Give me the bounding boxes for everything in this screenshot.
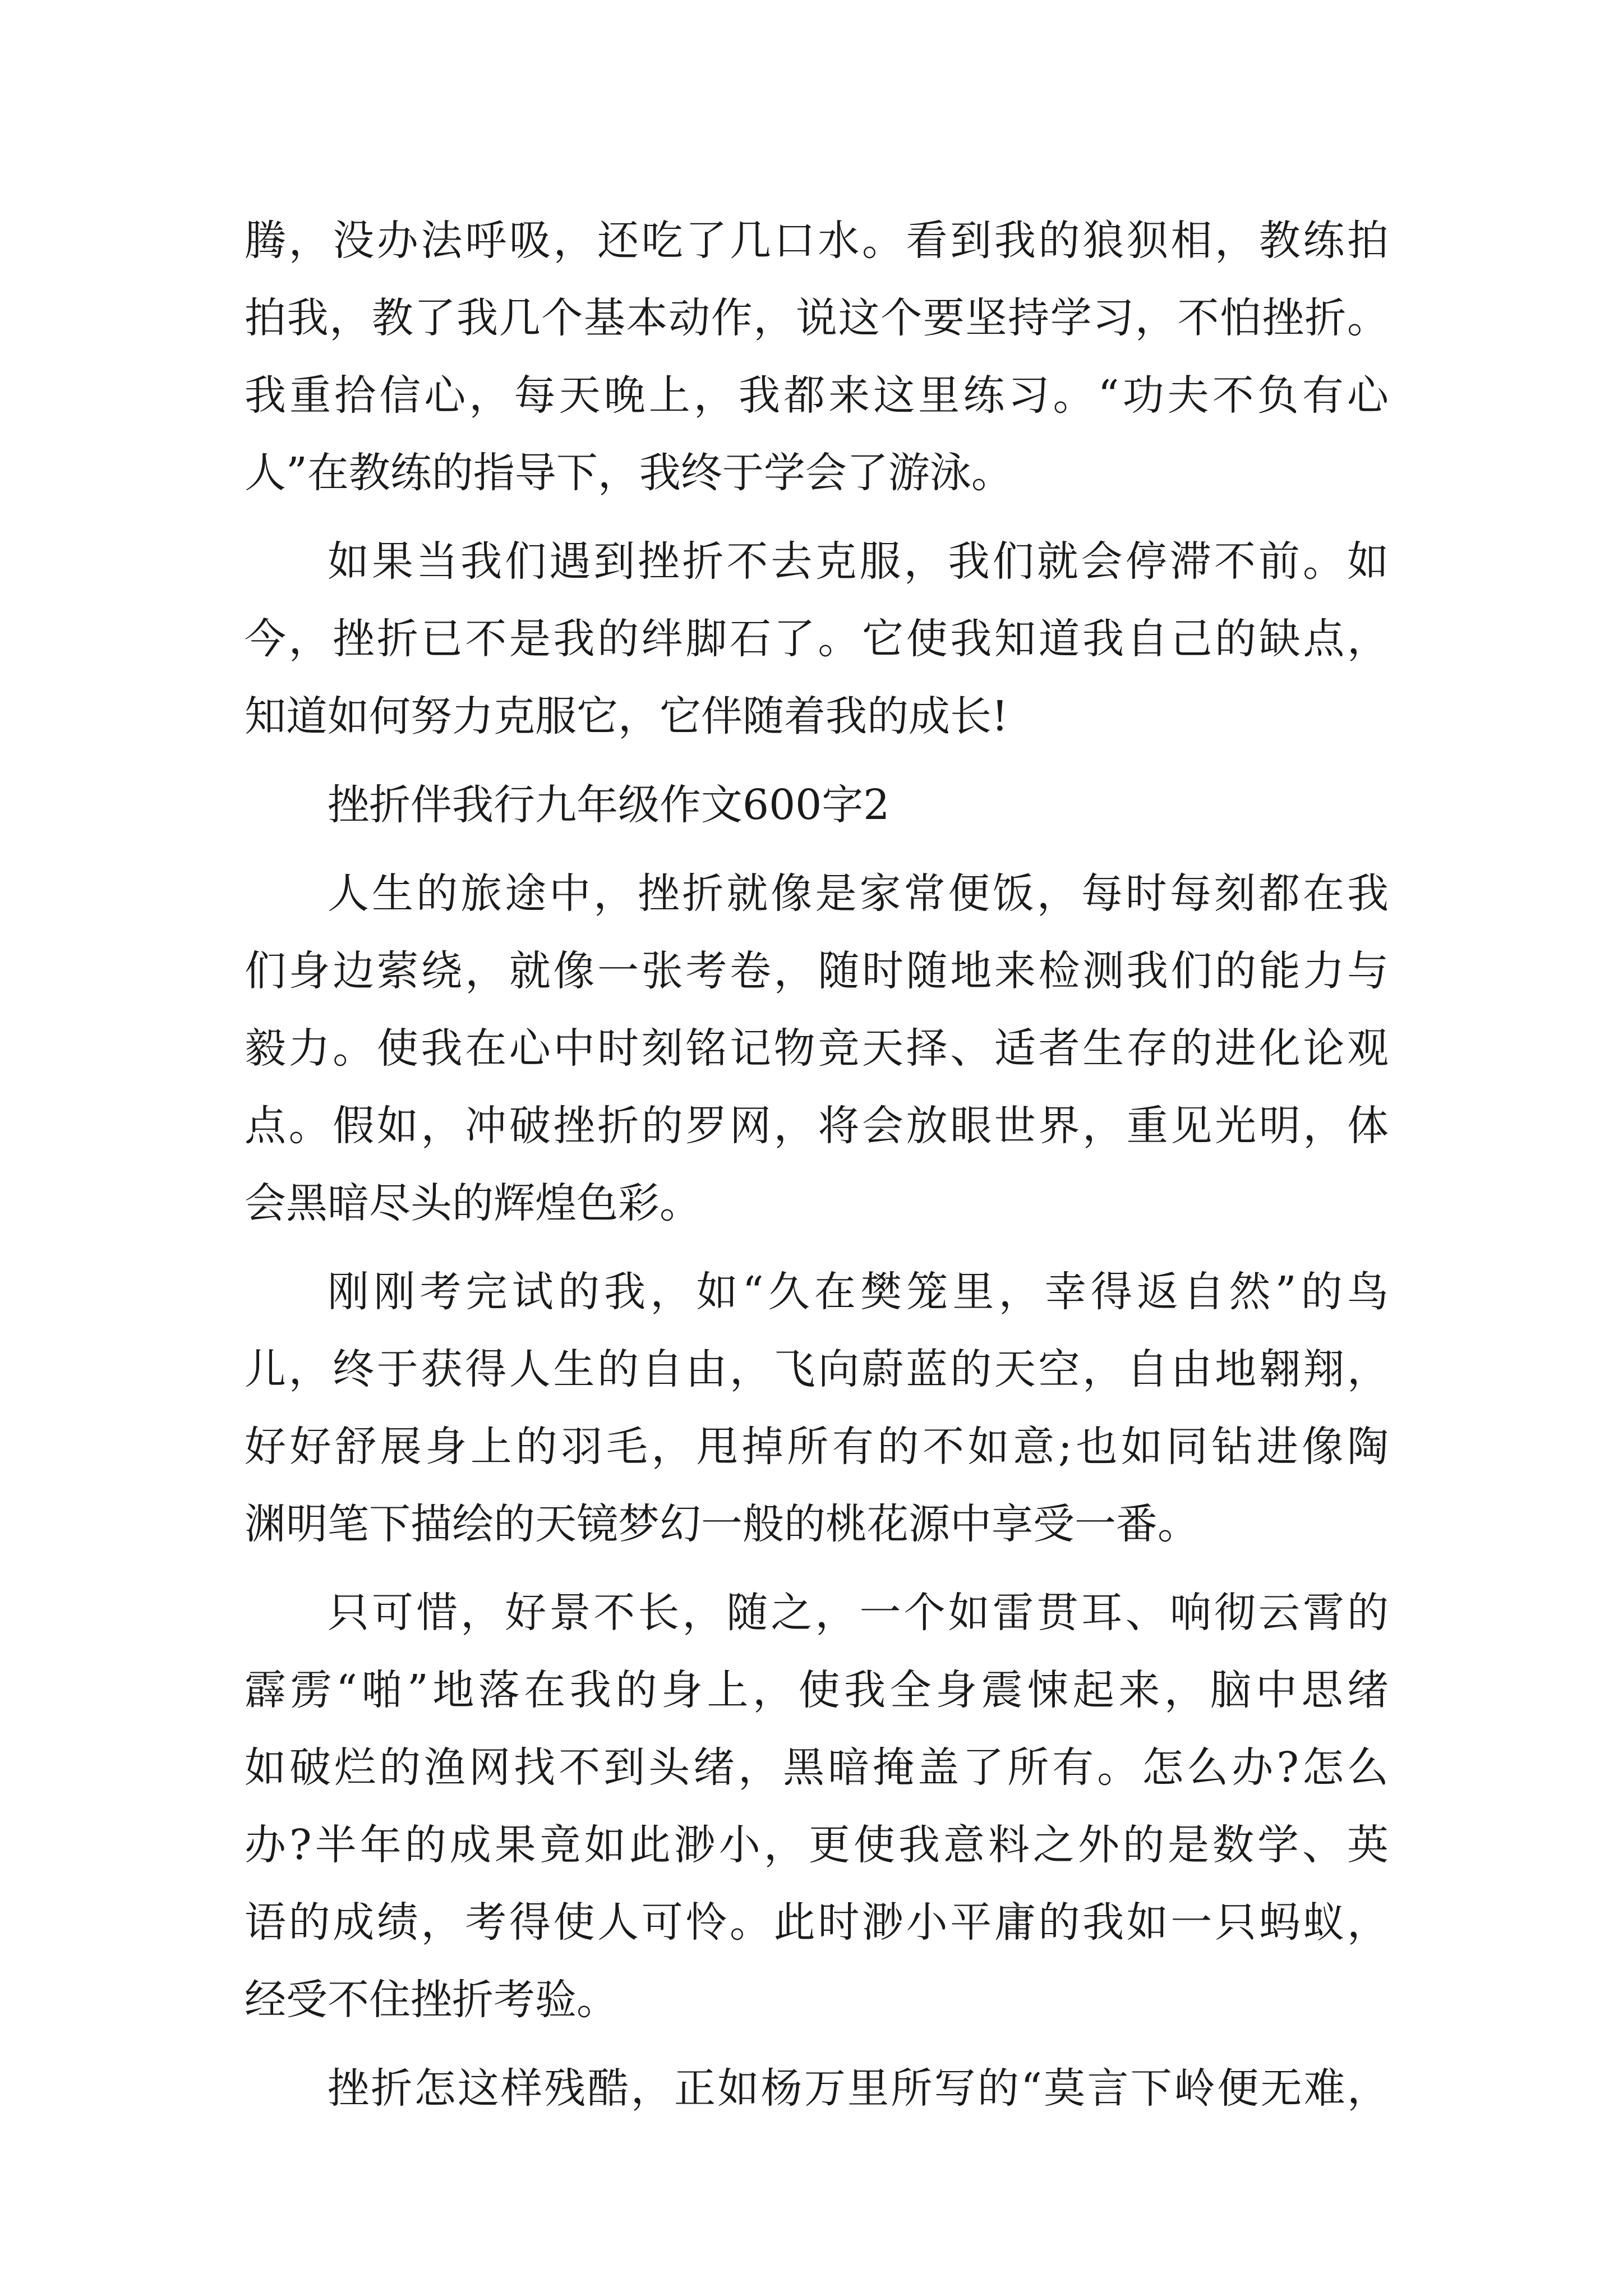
text-line: 们身边萦绕，就像一张考卷，随时随地来检测我们的能力与: [245, 947, 1389, 995]
text-line: 好好舒展身上的羽毛，甩掉所有的不如意;也如同钻进像陶: [245, 1423, 1389, 1471]
text-line: 知道如何努力克服它，它伴随着我的成长!: [245, 692, 1008, 740]
essay-body: [245, 202, 1389, 2127]
text-line: 如破烂的渔网找不到头绪，黑暗掩盖了所有。怎么办?怎么: [245, 1743, 1389, 1792]
text-line: 刚刚考完试的我，如“久在樊笼里，幸得返自然”的鸟: [328, 1268, 1389, 1316]
text-line: 如果当我们遇到挫折不去克服，我们就会停滞不前。如: [328, 537, 1389, 586]
text-line: 办?半年的成果竟如此渺小，更使我意料之外的是数学、英: [245, 1821, 1389, 1869]
text-line: 只可惜，好景不长，随之，一个如雷贯耳、响彻云霄的: [328, 1589, 1389, 1637]
text-line: 我重拾信心，每天晚上，我都来这里练习。“功夫不负有心: [245, 371, 1389, 420]
text-line: 今，挫折已不是我的绊脚石了。它使我知道我自己的缺点，: [245, 615, 1389, 663]
text-line: 渊明笔下描绘的天镜梦幻一般的桃花源中享受一番。: [245, 1500, 1199, 1548]
text-line: 人”在教练的指导下，我终于学会了游泳。: [245, 449, 1013, 497]
text-line: 拍我，教了我几个基本动作，说这个要坚持学习，不怕挫折。: [245, 294, 1389, 342]
text-line: 挫折怎这样残酷，正如杨万里所写的“莫言下岭便无难，: [328, 2064, 1389, 2113]
text-line: 经受不住挫折考验。: [245, 1976, 618, 2024]
text-line: 毅力。使我在心中时刻铭记物竞天择、适者生存的进化论观: [245, 1024, 1389, 1073]
text-line: 儿，终于获得人生的自由，飞向蔚蓝的天空，自由地翱翔，: [245, 1345, 1389, 1393]
text-line: 人生的旅途中，挫折就像是家常便饭，每时每刻都在我: [328, 869, 1389, 918]
section-heading: 挫折伴我行九年级作文600字2: [328, 781, 890, 829]
text-line: 语的成绩，考得使人可怜。此时渺小平庸的我如一只蚂蚁，: [245, 1898, 1389, 1947]
text-line: 会黑暗尽头的辉煌色彩。: [245, 1179, 701, 1227]
text-line: 霹雳“啪”地落在我的身上，使我全身震悚起来，脑中思绪: [245, 1666, 1389, 1714]
text-line: 点。假如，冲破挫折的罗网，将会放眼世界，重见光明，体: [245, 1102, 1389, 1150]
text-line: 腾，没办法呼吸，还吃了几口水。看到我的狼狈相，教练拍: [245, 217, 1389, 265]
